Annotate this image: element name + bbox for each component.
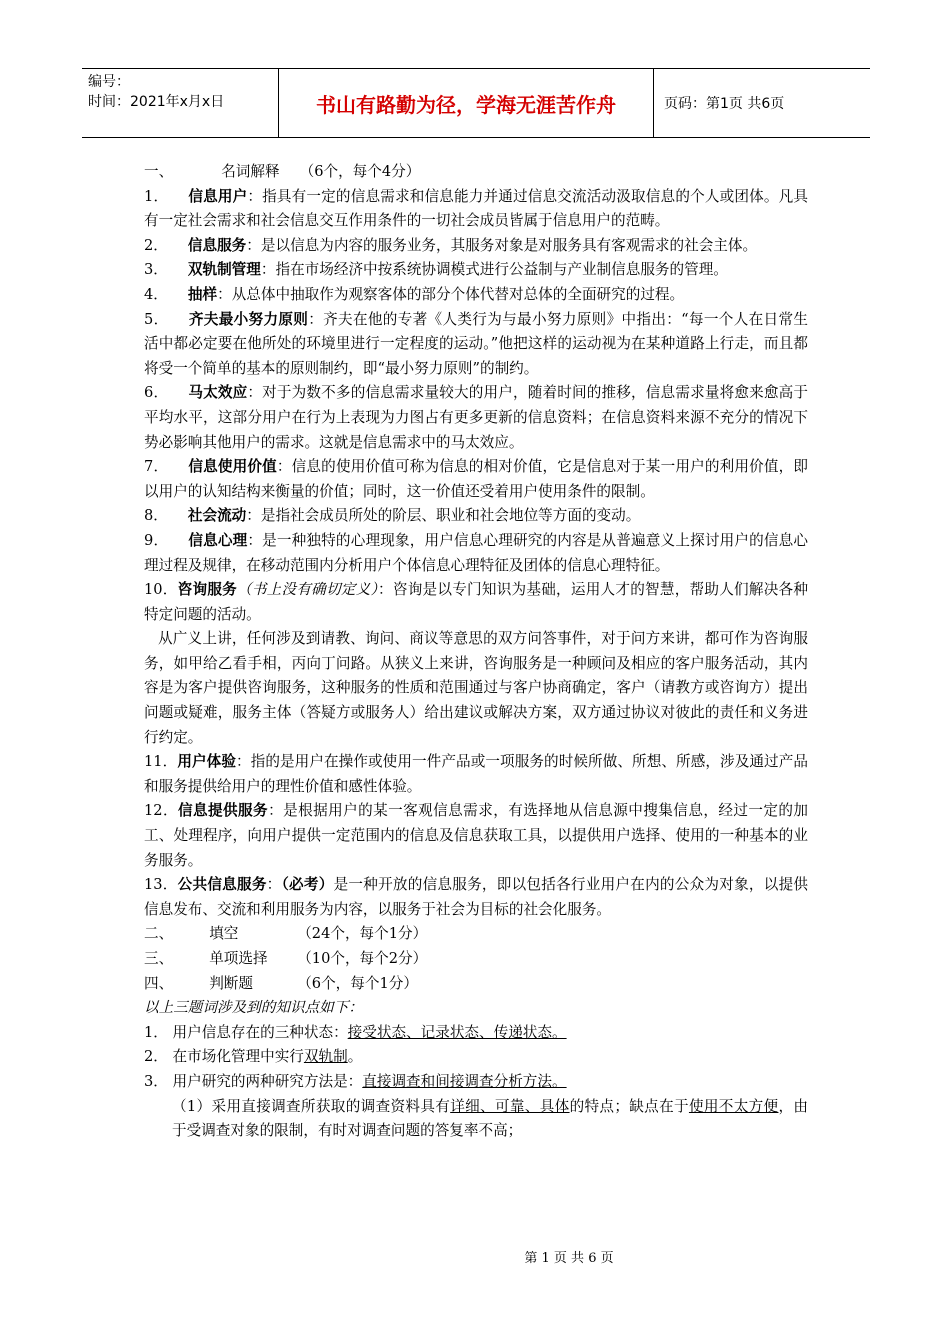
section-list xyxy=(144,922,808,996)
term-item: 13．公共信息服务：（必考）是一种开放的信息服务，即以包括各行业用户在内的公众为对象，以提供信息发布、交流和利用服务为内容，以服务于社会为目标的社会化服务。 xyxy=(144,876,808,918)
term-paragraph: 从广义上讲，任何涉及到请教、询问、商议等意思的双方问答事件，对于问方来讲，都可作为咨询服务，如甲给乙看手相，丙向丁问路。从狭义上来讲，咨询服务是一种顾问及相应的客户服务活动，其内容是为客户提供咨询服务，这种服务的性质和范围通过与客户协商确定，客户（请教方或咨询方）提出问题或疑难，服务主体（答疑方或服务人）给出建议或解决方案，双方通过协议对彼此的责任和义务进行约定。 xyxy=(144,630,808,746)
term-item: 9． 信息心理：是一种独特的心理现象，用户信息心理研究的内容是从普遍意义上探讨用户的信息心理过程及规律，在移动范围内分析用户个体信息心理特征及团体的信息心理特征。 xyxy=(144,531,808,574)
knowledge-subitem: （1）采用直接调查所获取的调查资料具有详细、可靠、具体的特点；缺点在于使用不太方便，由于受调查对象的限制，有时对调查问题的答复率不高； xyxy=(172,1097,808,1140)
term-item: 8． 社会流动：是指社会成员所处的阶层、职业和社会地位等方面的变动。 xyxy=(144,507,641,525)
knowledge-item: 1． 用户信息存在的三种状态：接受状态、记录状态、传递状态。 xyxy=(144,1023,567,1041)
section-heading: 二、 填空 （24个，每个1分） xyxy=(144,925,428,943)
term-item: 10．咨询服务（书上没有确切定义）：咨询是以专门知识为基础，运用人才的智慧，帮助人们解决各种特定问题的活动。 xyxy=(144,581,808,623)
section-heading: 一、 名词解释 （6个，每个4分） xyxy=(144,163,421,180)
document-body xyxy=(144,160,808,1144)
term-list xyxy=(144,185,808,579)
term-item: 1． 信息用户：指具有一定的信息需求和信息能力并通过信息交流活动汲取信息的个人或团体。凡具有一定社会需求和社会信息交互作用条件的一切社会成员皆属于信息用户的范畴。 xyxy=(144,187,808,230)
term-item: 12．信息提供服务：是根据用户的某一客观信息需求，有选择地从信息源中搜集信息，经过一定的加工、处理程序，向用户提供一定范围内的信息及信息获取工具，以提供用户选择、使用的一种基本的业务服务。 xyxy=(144,802,808,869)
term-item: 3． 双轨制管理：指在市场经济中按系统协调模式进行公益制与产业制信息服务的管理。 xyxy=(144,261,728,279)
section-heading: 四、 判断题 （6个，每个1分） xyxy=(144,974,418,992)
term-item: 11．用户体验：指的是用户在操作或使用一件产品或一项服务的时候所做、所想、所感，涉及通过产品和服务提供给用户的理性价值和感性体验。 xyxy=(144,753,808,795)
header-motto: 书山有路勤为径，学海无涯苦作舟 xyxy=(279,69,654,137)
code-label: 编号： xyxy=(88,74,130,90)
term-item: 4． 抽样：从总体中抽取作为观察客体的部分个体代替对总体的全面研究的过程。 xyxy=(144,285,685,303)
term-item: 5． 齐夫最小努力原则：齐夫在他的专著《人类行为与最小努力原则》中指出：“每一个人在日常生活中都必定要在他所处的环境里进行一定程度的运动。”他把这样的运动视为在某种道路上行走，而且都将受一个简单的基本的原则制约，即“最小努力原则”的制约。 xyxy=(144,310,808,377)
page-header xyxy=(82,68,870,138)
section-heading: 三、 单项选择 （10个，每个2分） xyxy=(144,950,428,967)
header-page-info: 页码：第1页 共6页 xyxy=(664,96,785,112)
term-item: 6． 马太效应：对于为数不多的信息需求量较大的用户，随着时间的推移，信息需求量将愈来愈高于平均水平，这部分用户在行为上表现为力图占有更多更新的信息资料；在信息资料来源不充分的情况下势必影响其他用户的需求。这就是信息需求中的马太效应。 xyxy=(144,384,808,451)
page-footer: 第 1 页 共 6 页 xyxy=(524,1251,614,1266)
date-label: 时间：2021年x月x日 xyxy=(88,94,225,110)
knowledge-item: 3． 用户研究的两种研究方法是：直接调查和间接调查分析方法。 xyxy=(144,1072,567,1090)
header-left-cell xyxy=(82,69,279,137)
term-item: 7． 信息使用价值：信息的使用价值可称为信息的相对价值，它是信息对于某一用户的利用价值，即以用户的认知结构来衡量的价值；同时，这一价值还受着用户使用条件的限制。 xyxy=(144,458,808,500)
knowledge-intro: 以上三题词涉及到的知识点如下： xyxy=(144,999,363,1017)
term-item: 2． 信息服务：是以信息为内容的服务业务，其服务对象是对服务具有客观需求的社会主体。 xyxy=(144,236,758,254)
knowledge-item: 2． 在市场化管理中实行双轨制。 xyxy=(144,1048,363,1066)
